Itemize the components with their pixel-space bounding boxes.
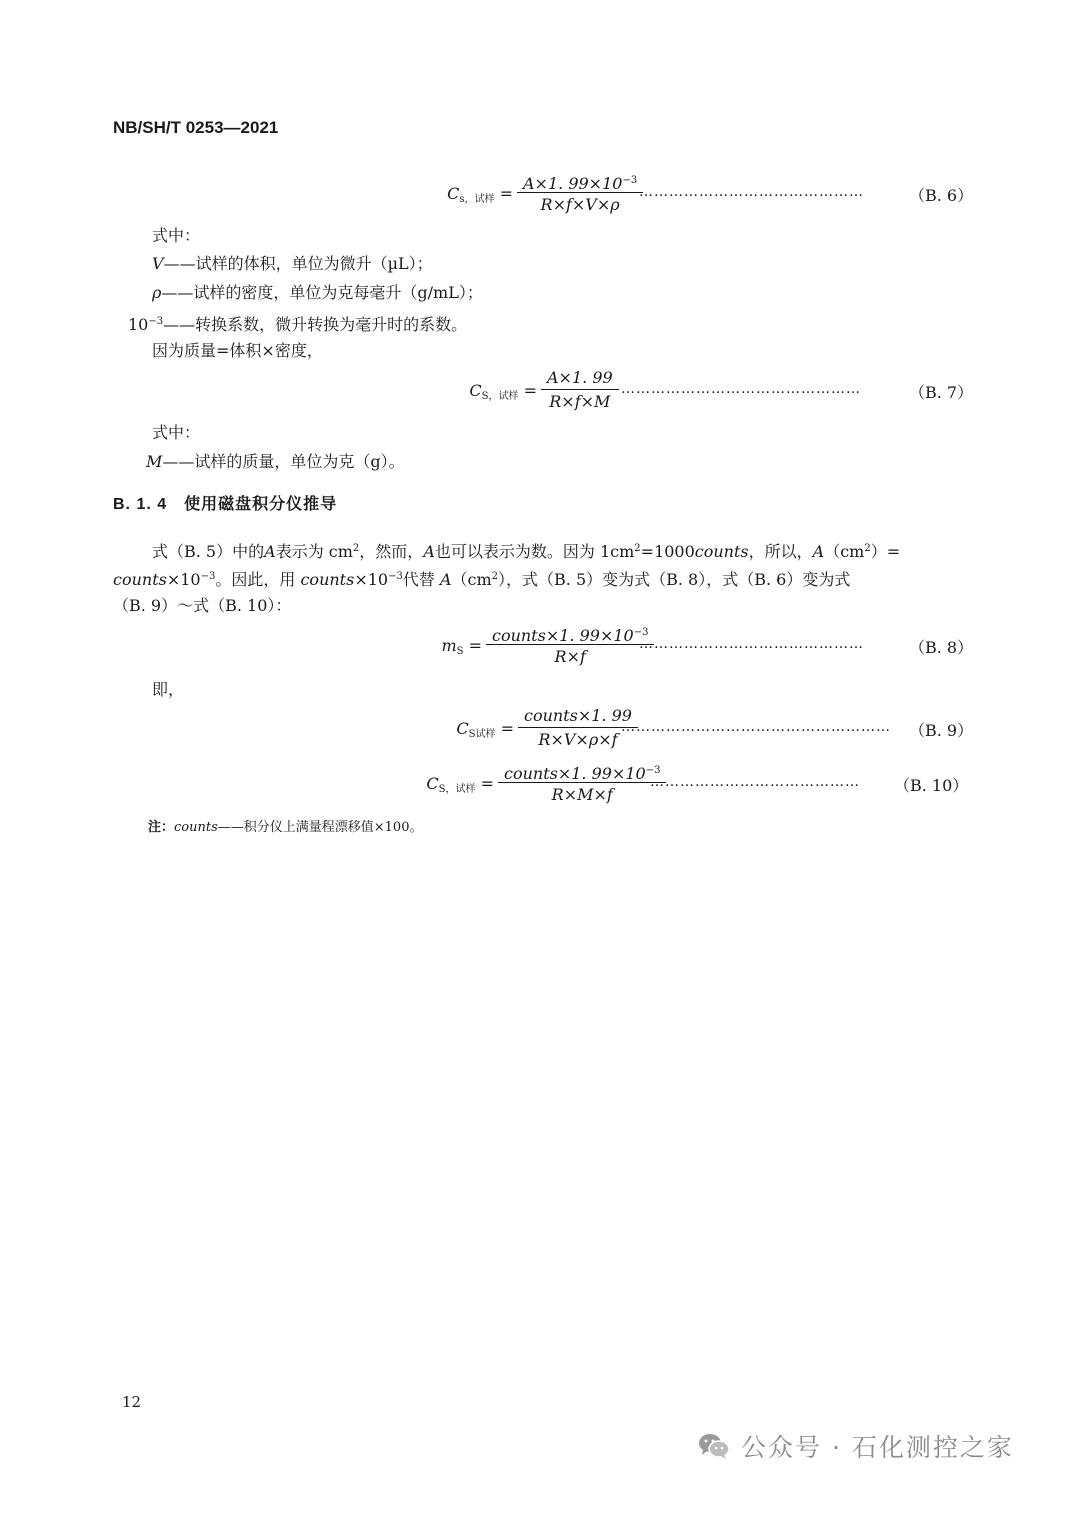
watermark-text: 公众号 · 石化测控之家 [741,1433,1014,1462]
footnote: 注：counts——积分仪上满量程漂移值×100。 [148,819,423,835]
formula-b8-lhs: $m_S$ = [441,636,482,657]
standard-code: NB/SH/T 0253—2021 [113,118,279,137]
paragraph-line-1: 式（B. 5）中的A表示为 $cm^2$，然而，A也可以表示为数。因为 $1cm^2=1000counts$，所以，$A(cm^2)=$ [152,542,901,561]
mass-relation: 因为质量=体积×密度， [152,341,323,360]
formula-b9-fraction [518,705,638,750]
leader-dots: ………………………………………… [621,381,861,397]
equation-label-b6: （B. 6） [909,186,974,205]
formula-b8-fraction: counts×1. $99\times 10^{-3}$ R×f [486,622,654,667]
formula-b10-denominator: R×M×f [551,785,613,804]
watermark [697,1428,1014,1464]
formula-b7-lhs: $C_{S,试样}$ = [469,381,537,402]
definition-rho: ρ——试样的密度，单位为克每毫升（g/mL）； [152,283,483,302]
formula-b6-numerator: A×1. 99×10 [523,174,623,193]
definition-v: V——试样的体积，单位为微升（µL）； [152,254,433,273]
definition-conversion: $10^{-3}——$转换系数，微升转换为毫升时的系数。 [128,315,468,334]
formula-b8-numerator: counts×1. 99×10 [492,626,634,645]
formula-b10-numerator: counts×1. 99×10 [504,764,646,783]
formula-b8-denominator: R×f [554,647,586,666]
formula-b6-denominator: R×f×V×ρ [540,195,620,214]
leader-dots: …………………………………… [650,774,860,790]
formula-b10-fraction: counts×1. $99\times 10^{-3}$ R×M×f [498,760,666,805]
leader-dots: ……………………………………… [639,184,864,200]
equation-label-b9: （B. 9） [909,721,974,740]
where-label: 式中： [152,423,201,442]
section-heading: B. 1. 4 使用磁盘积分仪推导 [113,496,338,513]
formula-b6-fraction: A×1. $99\times 10^{-3}$ R×f×V×ρ [517,170,643,215]
page-number: 12 [122,1393,142,1411]
formula-b9-lhs: $C_{S试样}$ = [456,719,514,740]
paragraph-line-2: $counts\times 10^{-3}$。因此，用 $counts\times 10^{-3}$代替 $A(cm^2)$，式（B. 5）变为式（B. 8），式（B. 6）变为式 [113,570,851,589]
leader-dots: ……………………………………… [639,636,864,652]
formula-b9-numerator: counts×1. 99 [524,706,632,725]
definition-m: M——试样的质量，单位为克（g）。 [146,452,405,471]
formula-b9-denominator: R×V×ρ×f [538,730,618,749]
equation-label-b8: （B. 8） [909,638,974,657]
leader-dots: ……………………………………………… [621,719,891,735]
formula-b7-denominator: R×f×M [549,392,611,411]
formula-b6-lhs: $C_{s,试样}$ = [447,184,513,205]
paragraph-line-3: （B. 9）～式（B. 10）： [113,596,292,615]
equation-label-b10: （B. 10） [894,776,969,795]
ji-label: 即， [152,680,185,699]
formula-b10-lhs: $C_{S,试样}$ = [426,774,494,795]
equation-label-b7: （B. 7） [909,383,974,402]
formula-b7-numerator: A×1. 99 [547,368,613,387]
wechat-icon [697,1431,731,1461]
where-label: 式中： [152,226,201,245]
formula-b7-fraction [541,367,619,412]
